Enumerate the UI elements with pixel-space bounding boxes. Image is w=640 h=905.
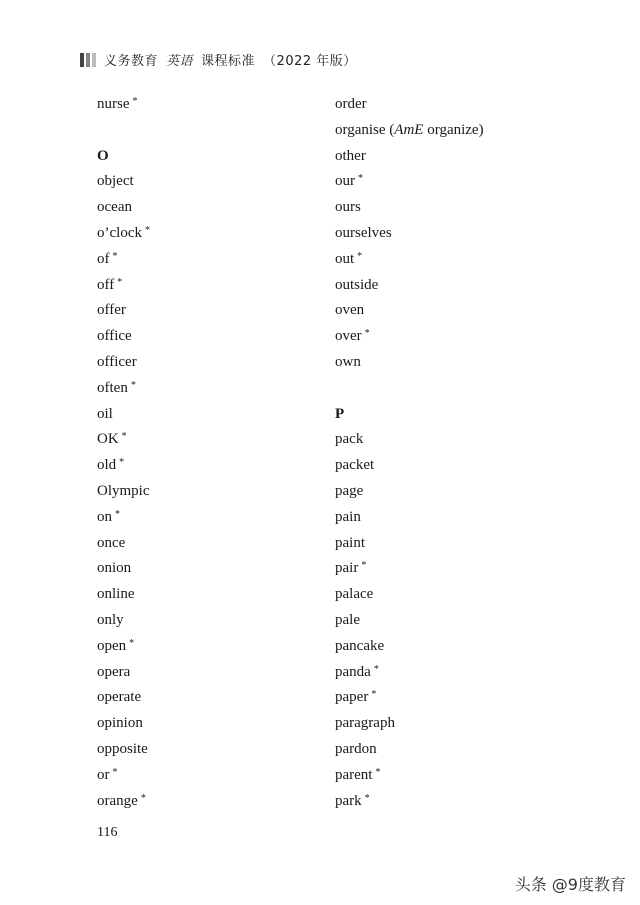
word-entry [335,608,484,634]
blank-line [335,376,484,402]
core-word-star: * [358,173,363,185]
word-text: park [335,792,362,809]
word-text: pair [335,560,359,577]
word-entry [97,479,150,505]
core-word-star: * [371,689,377,701]
variant-note-ame: AmE [394,121,424,138]
word-entry [97,505,150,531]
word-entry [97,453,150,479]
word-entry [97,763,150,789]
word-entry [335,711,484,737]
word-entry [335,763,484,789]
word-entry [335,789,484,815]
word-text: O [97,147,109,164]
word-text: object [97,173,134,190]
letter-heading [335,402,484,428]
word-entry [335,453,484,479]
core-word-star: * [364,792,370,804]
word-entry [97,531,150,557]
word-entry [335,247,484,273]
word-text: on [97,508,112,525]
word-text: pack [335,431,364,448]
watermark-text: 头条 @9度教育 [514,875,626,894]
word-entry [97,556,150,582]
word-entry [97,324,150,350]
word-text: order [335,96,367,112]
word-entry [335,737,484,763]
word-text: opinion [97,715,143,732]
word-entry [335,118,484,144]
word-entry [335,634,484,660]
word-text: paint [335,534,365,551]
core-word-star: * [373,663,379,675]
word-entry [335,531,484,557]
word-entry [97,660,150,686]
word-entry [335,427,484,453]
word-text: pardon [335,740,377,757]
word-entry [335,144,484,170]
word-text: oil [97,405,113,422]
word-text: page [335,482,364,499]
core-word-star: * [112,250,118,262]
variant-note-rest: organize) [423,121,484,138]
word-text: panda [335,663,371,680]
word-entry [335,660,484,686]
core-word-star: * [115,508,120,520]
word-text: our [335,173,355,190]
word-entry [335,221,484,247]
word-entry [97,221,150,247]
word-text: paper [335,689,369,706]
word-entry [97,247,150,273]
core-word-star: * [130,379,136,391]
word-entry [335,685,484,711]
word-entry [97,298,150,324]
word-text: ours [335,199,361,216]
word-entry [97,582,150,608]
word-entry [335,298,484,324]
word-entry [335,556,484,582]
core-word-star: * [129,637,135,649]
running-header [80,50,365,69]
word-entry [335,324,484,350]
word-text: paragraph [335,715,395,732]
word-text: off [97,276,115,293]
core-word-star: * [112,766,118,778]
blank-line [97,118,150,144]
word-text: orange [97,792,138,809]
word-text: only [97,611,124,628]
word-text: office [97,328,132,345]
core-word-star: * [144,224,150,236]
core-word-star: * [357,250,363,262]
word-text: often [97,379,128,396]
word-entry [97,273,150,299]
word-text: open [97,637,127,654]
header-part-4: （2022 年版） [263,54,357,69]
word-text: ourselves [335,224,392,241]
word-text: opposite [97,740,148,757]
word-text: packet [335,457,375,474]
word-entry [97,92,150,118]
word-entry [335,505,484,531]
word-text: o’clock [97,224,142,241]
word-entry [335,273,484,299]
word-text: or [97,766,110,783]
word-text: nurse [97,96,130,112]
header-part-1: 义务教育 [104,54,159,69]
word-list-left-column [97,92,150,814]
word-text: oven [335,302,365,319]
word-text: other [335,147,366,164]
word-text: officer [97,353,137,370]
word-entry [335,479,484,505]
word-entry [335,169,484,195]
word-text: offer [97,302,126,319]
word-text: out [335,250,355,267]
word-text: outside [335,276,379,293]
word-text: Olympic [97,482,150,499]
core-word-star: * [121,431,127,443]
word-text: OK [97,431,119,448]
word-text: operate [97,689,142,706]
word-text: once [97,534,126,551]
word-entry [335,582,484,608]
core-word-star: * [140,792,146,804]
word-text: P [335,405,345,422]
word-text: old [97,457,117,474]
word-entry [97,350,150,376]
word-entry [97,685,150,711]
word-entry [335,350,484,376]
word-entry [97,608,150,634]
word-entry [97,427,150,453]
word-entry [97,376,150,402]
header-part-2: 英语 [166,54,194,69]
word-text: own [335,353,361,370]
word-entry [335,92,484,118]
word-list-right-column [335,92,484,814]
word-text: opera [97,663,131,680]
core-word-star: * [364,328,370,340]
word-entry [97,789,150,815]
core-word-star: * [119,457,125,469]
word-text: pancake [335,637,385,654]
word-text: organise [335,121,386,138]
word-text: online [97,586,135,603]
word-entry [335,195,484,221]
word-text: over [335,328,362,345]
word-entry [97,402,150,428]
core-word-star: * [375,766,381,778]
word-entry [97,169,150,195]
core-word-star: * [132,96,138,107]
core-word-star: * [361,560,367,572]
word-text: ocean [97,199,132,216]
word-entry [97,634,150,660]
page-number: 116 [97,825,118,840]
word-text: of [97,250,110,267]
core-word-star: * [117,276,123,288]
word-text: pain [335,508,361,525]
word-text: parent [335,766,373,783]
variant-note-open: ( [385,121,395,138]
header-bars-decoration [80,53,96,67]
header-part-3: 课程标准 [201,54,256,69]
word-text: pale [335,611,360,628]
word-entry [97,737,150,763]
word-text: palace [335,586,374,603]
letter-heading [97,144,150,170]
word-entry [97,195,150,221]
word-text: onion [97,560,132,577]
word-entry [97,711,150,737]
